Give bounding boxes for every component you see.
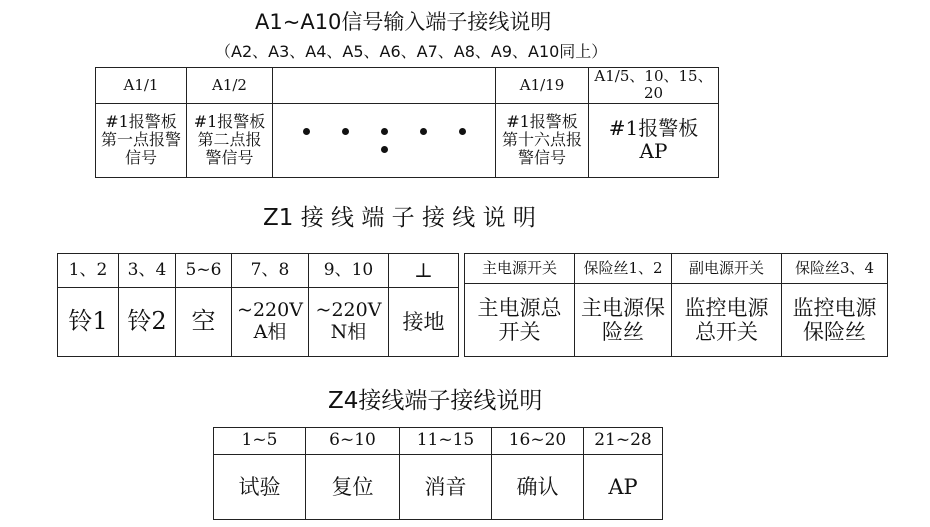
- a-cell-point-1: #1报警板第一点报警信号: [96, 103, 187, 178]
- dot: [303, 128, 310, 135]
- z1-cell-main-power-switch: 主电源总开关: [465, 284, 575, 357]
- z1-header-3-4: 3、4: [119, 254, 176, 288]
- z4-header-11-15: 11~15: [400, 428, 492, 455]
- z1-cell-220v-n: ~220V N相: [309, 288, 389, 357]
- z1-cell-bell-1: 铃1: [58, 288, 119, 357]
- z1-header-9-10: 9、10: [309, 254, 389, 288]
- z1-header-fuse-1-2: 保险丝1、2: [575, 254, 672, 284]
- z1-section-title: Z1 接 线 端 子 接 线 说 明: [263, 205, 536, 231]
- a-cell-point-16: #1报警板第十六点报警信号: [496, 103, 589, 178]
- a-cell-ap: #1报警板AP: [589, 103, 719, 178]
- z4-header-1-5: 1~5: [214, 428, 306, 455]
- a-section-title: A1~A10信号输入端子接线说明: [255, 10, 552, 34]
- z1-header-main-power-switch: 主电源开关: [465, 254, 575, 284]
- z1-left-table: [57, 253, 459, 357]
- a-cell-point-2: #1报警板第二点报警信号: [187, 103, 273, 178]
- z1-cell-bell-2: 铃2: [119, 288, 176, 357]
- z4-cell-ap: AP: [584, 455, 663, 520]
- z1-header-1-2: 1、2: [58, 254, 119, 288]
- z1-right-table: [464, 253, 888, 357]
- z4-cell-reset: 复位: [306, 455, 400, 520]
- z4-header-16-20: 16~20: [492, 428, 584, 455]
- dot: [420, 128, 427, 135]
- z4-cell-confirm: 确认: [492, 455, 584, 520]
- a-header-2: A1/2: [187, 68, 273, 104]
- z1-cell-empty: 空: [176, 288, 232, 357]
- dot: [381, 146, 388, 153]
- dot: [459, 128, 466, 135]
- dot: [381, 128, 388, 135]
- z1-header-aux-power-switch: 副电源开关: [672, 254, 782, 284]
- a-header-19: A1/19: [496, 68, 589, 104]
- z4-cell-mute: 消音: [400, 455, 492, 520]
- z4-header-21-28: 21~28: [584, 428, 663, 455]
- z1-header-5-6: 5~6: [176, 254, 232, 288]
- z1-header-7-8: 7、8: [232, 254, 309, 288]
- z1-cell-monitor-power-fuse: 监控电源保险丝: [782, 284, 888, 357]
- z4-terminal-table: [213, 427, 663, 520]
- a-terminal-table: [95, 67, 719, 178]
- a-section-subtitle: （A2、A3、A4、A5、A6、A7、A8、A9、A10同上）: [215, 42, 608, 61]
- z1-cell-220v-a: ~220V A相: [232, 288, 309, 357]
- z4-section-title: Z4接线端子接线说明: [328, 388, 543, 414]
- z1-cell-ground: 接地: [389, 288, 459, 357]
- z4-header-6-10: 6~10: [306, 428, 400, 455]
- a-header-1: A1/1: [96, 68, 187, 104]
- a-ellipsis-dots: [273, 103, 496, 178]
- ground-symbol-icon: ⊥: [389, 254, 459, 288]
- a-header-ap: A1/5、10、15、20: [589, 68, 719, 104]
- z1-cell-monitor-power-switch: 监控电源总开关: [672, 284, 782, 357]
- dot: [342, 128, 349, 135]
- z1-cell-main-power-fuse: 主电源保险丝: [575, 284, 672, 357]
- z1-header-fuse-3-4: 保险丝3、4: [782, 254, 888, 284]
- z4-cell-test: 试验: [214, 455, 306, 520]
- a-header-blank: [273, 68, 496, 104]
